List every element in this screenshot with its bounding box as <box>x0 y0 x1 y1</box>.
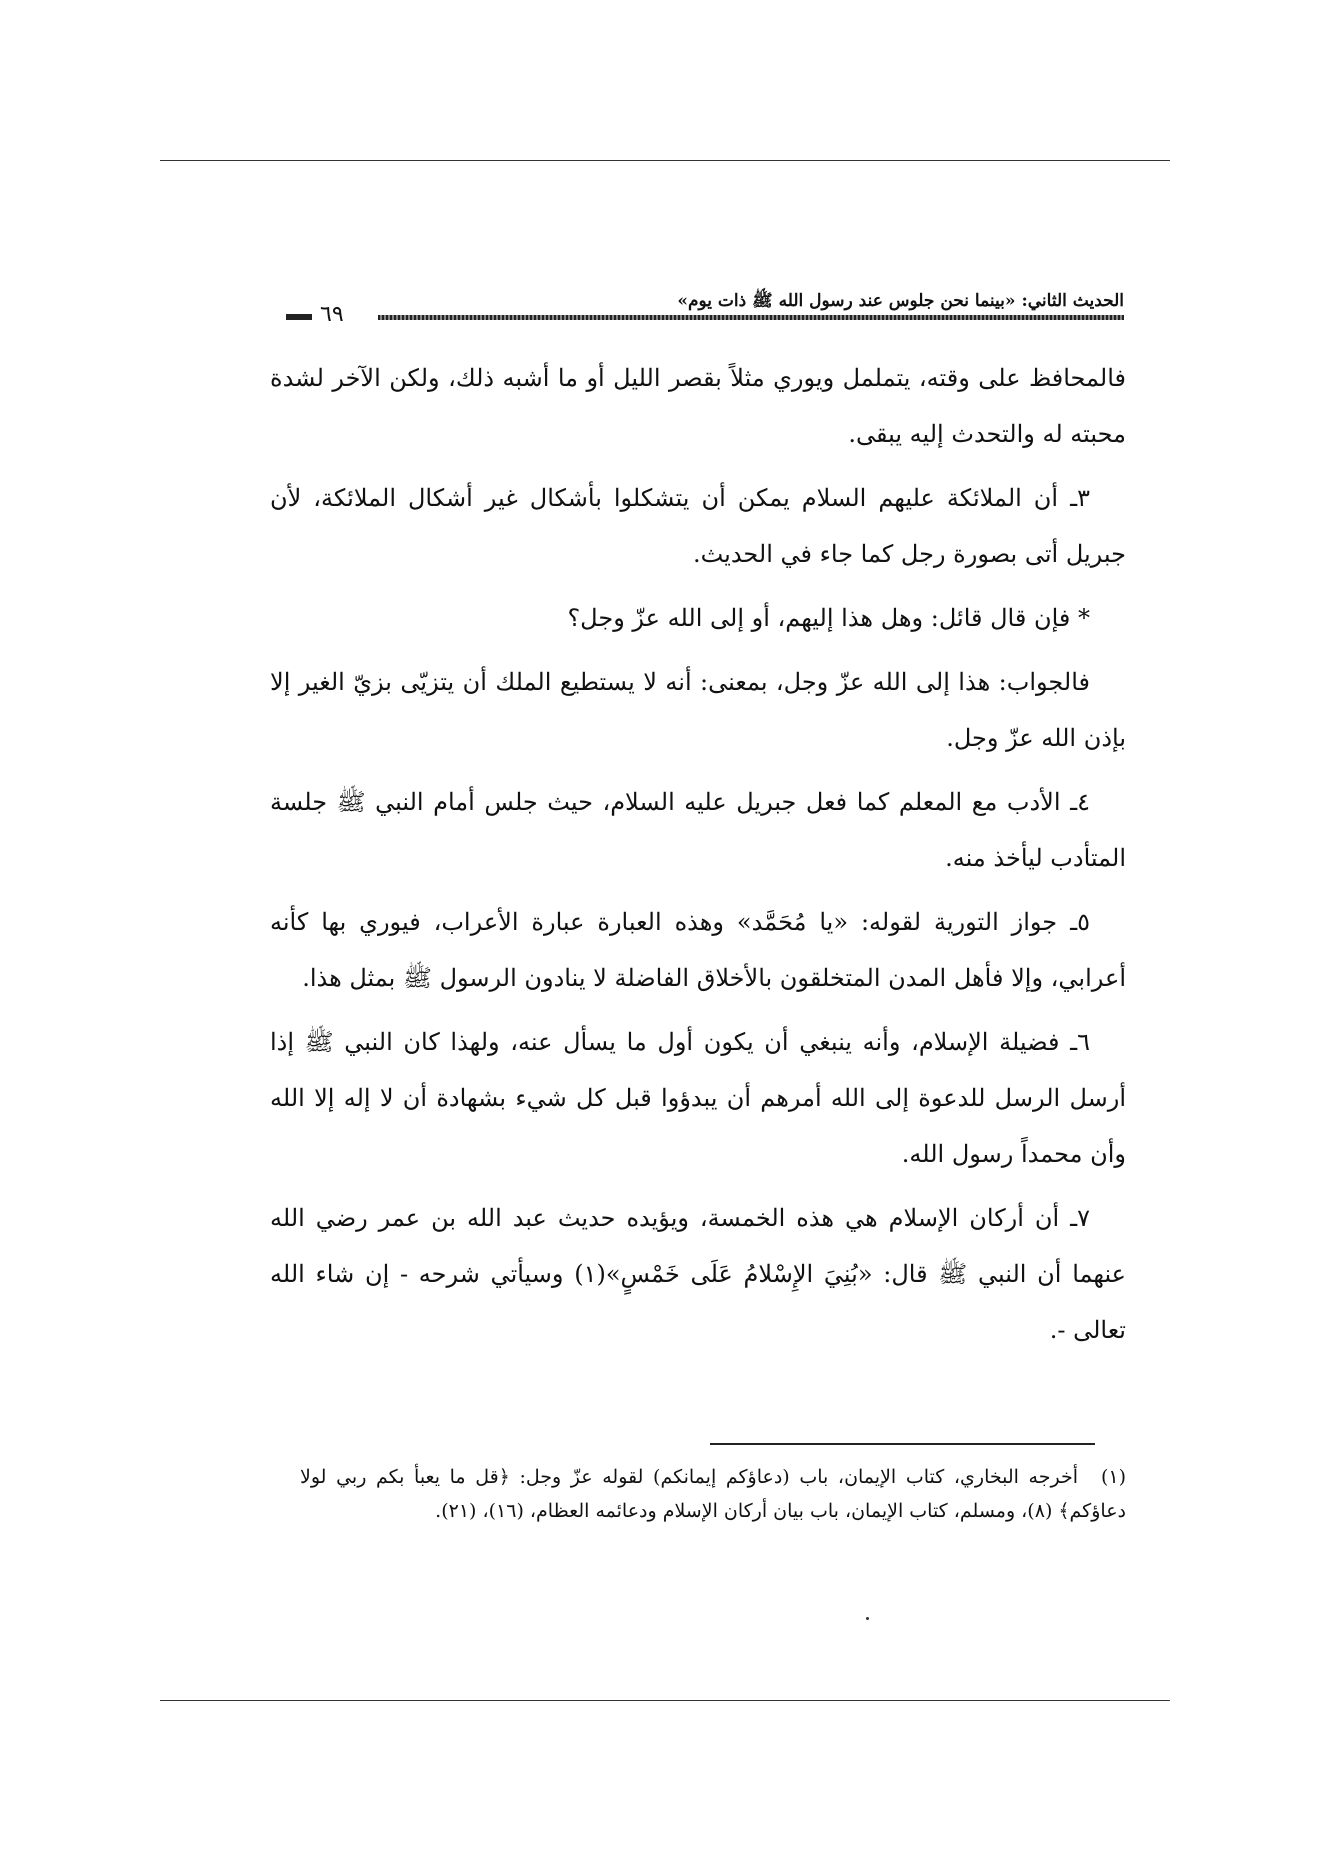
top-rule <box>160 160 1170 161</box>
stray-dot <box>866 1617 869 1620</box>
paragraph: ٣ـ أن الملائكة عليهم السلام يمكن أن يتشكلوا بأشكال غير أشكال الملائكة، لأن جبريل أتى بصورة رجل كما جاء في الحديث. <box>270 484 1126 568</box>
paragraph: ٤ـ الأدب مع المعلم كما فعل جبريل عليه السلام، حيث جلس أمام النبي ﷺ جلسة المتأدب ليأخذ منه. <box>270 788 1126 872</box>
header-ornament-band <box>282 315 1124 320</box>
page-mark-icon <box>286 314 312 320</box>
running-header <box>282 290 1124 327</box>
footnote-text: أخرجه البخاري، كتاب الإيمان، باب (دعاؤكم إيمانكم) لقوله عزّ وجل: ﴿قل ما يعبأ بكم ربي لولا دعاؤكم﴾ (٨)، ومسلم، كتاب الإيمان، باب بيان أركان الإسلام ودعائمه العظام، (١٦)، (٢١). <box>300 1466 1126 1522</box>
page-number-box <box>282 298 378 327</box>
paragraph: ٥ـ جواز التورية لقوله: «يا مُحَمَّد» وهذه العبارة عبارة الأعراب، فيوري بها كأنه أعرابي، وإلا فأهل المدن المتخلقون بالأخلاق الفاضلة لا ينادون الرسول ﷺ بمثل هذا. <box>270 908 1126 992</box>
paragraph: فالجواب: هذا إلى الله عزّ وجل، بمعنى: أنه لا يستطيع الملك أن يتزيّى بزيّ الغير إلا بإذن الله عزّ وجل. <box>270 668 1126 752</box>
header-title: الحديث الثاني: «بينما نحن جلوس عند رسول الله ﷺ ذات يوم» <box>671 290 1124 315</box>
footnote-separator <box>710 1443 1095 1445</box>
footnote <box>300 1460 1126 1528</box>
paragraph: * فإن قال قائل: وهل هذا إليهم، أو إلى الله عزّ وجل؟ <box>567 604 1090 632</box>
page-number: ٦٩ <box>320 302 344 327</box>
footnote-number: (١) <box>1100 1466 1126 1488</box>
paragraph: ٦ـ فضيلة الإسلام، وأنه ينبغي أن يكون أول ما يسأل عنه، ولهذا كان النبي ﷺ إذا أرسل الرسل للدعوة إلى الله أمرهم أن يبدؤوا قبل كل شيء بشهادة أن لا إله إلا الله وأن محمداً رسول الله. <box>270 1028 1126 1168</box>
main-text <box>270 350 1126 1366</box>
paragraph: فالمحافظ على وقته، يتململ ويوري مثلاً بقصر الليل أو ما أشبه ذلك، ولكن الآخر لشدة محبته له والتحدث إليه يبقى. <box>270 364 1126 448</box>
paragraph: ٧ـ أن أركان الإسلام هي هذه الخمسة، ويؤيده حديث عبد الله بن عمر رضي الله عنهما أن النبي ﷺ قال: «بُنِيَ الإِسْلامُ عَلَى خَمْسٍ»(١) وسيأتي شرحه - إن شاء الله تعالى -. <box>270 1204 1127 1344</box>
bottom-rule <box>160 1700 1170 1701</box>
